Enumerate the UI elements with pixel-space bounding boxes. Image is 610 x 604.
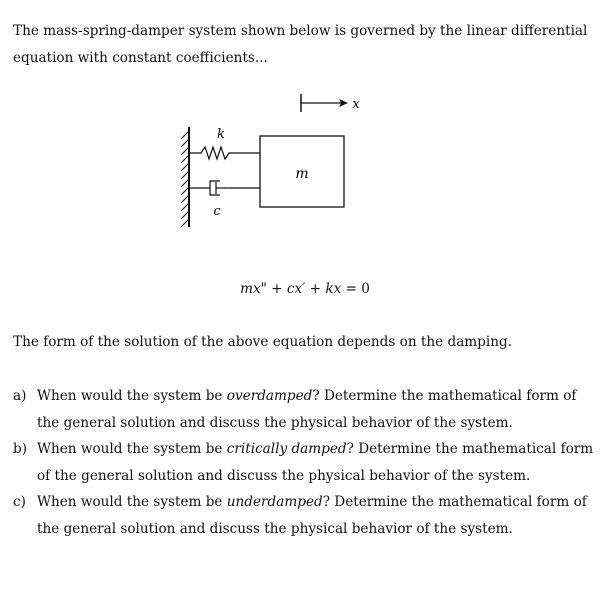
question-emphasis: critically damped xyxy=(226,441,347,457)
wall xyxy=(181,127,189,227)
damping-statement: The form of the solution of the above equation depends on the damping. xyxy=(13,334,513,350)
question-item xyxy=(13,383,603,436)
equation-plus: + xyxy=(266,281,287,297)
question-item xyxy=(13,436,603,489)
spring-label: k xyxy=(217,127,225,142)
displacement-label: x xyxy=(352,97,360,112)
equation-plus: + xyxy=(305,281,326,297)
question-item xyxy=(13,489,603,542)
governing-equation xyxy=(0,281,610,297)
equation-rhs: = 0 xyxy=(341,281,370,297)
mass-label: m xyxy=(295,166,309,182)
question-marker: a) xyxy=(13,388,27,404)
question-text: When would the system be xyxy=(37,388,227,404)
question-marker: c) xyxy=(13,494,26,510)
question-text: ? Determine the mathematical form of the general solution and discuss the physical behavior of the system. xyxy=(37,494,587,537)
equation-term-spring: kx xyxy=(325,281,342,297)
equation-term-damping: cx′ xyxy=(286,281,306,297)
damper xyxy=(189,181,260,195)
question-text: ? Determine the mathematical form of the general solution and discuss the physical behavior of the system. xyxy=(37,388,577,431)
question-list xyxy=(13,383,603,542)
intro-text: The mass-spring-damper system shown below is governed by the linear differential equation with constant coefficients... xyxy=(13,22,588,66)
question-text: When would the system be xyxy=(37,494,227,510)
question-text: ? Determine the mathematical form of the general solution and discuss the physical behavior of the system. xyxy=(37,441,594,484)
question-emphasis: underdamped xyxy=(226,494,323,510)
mass-spring-damper-diagram xyxy=(170,85,380,235)
question-emphasis: overdamped xyxy=(226,388,313,404)
question-text: When would the system be xyxy=(37,441,227,457)
equation-term-mass: mx" xyxy=(240,281,267,297)
damper-label: c xyxy=(213,204,221,219)
spring xyxy=(189,147,260,159)
question-marker: b) xyxy=(13,441,28,457)
displacement-arrow xyxy=(301,94,348,112)
